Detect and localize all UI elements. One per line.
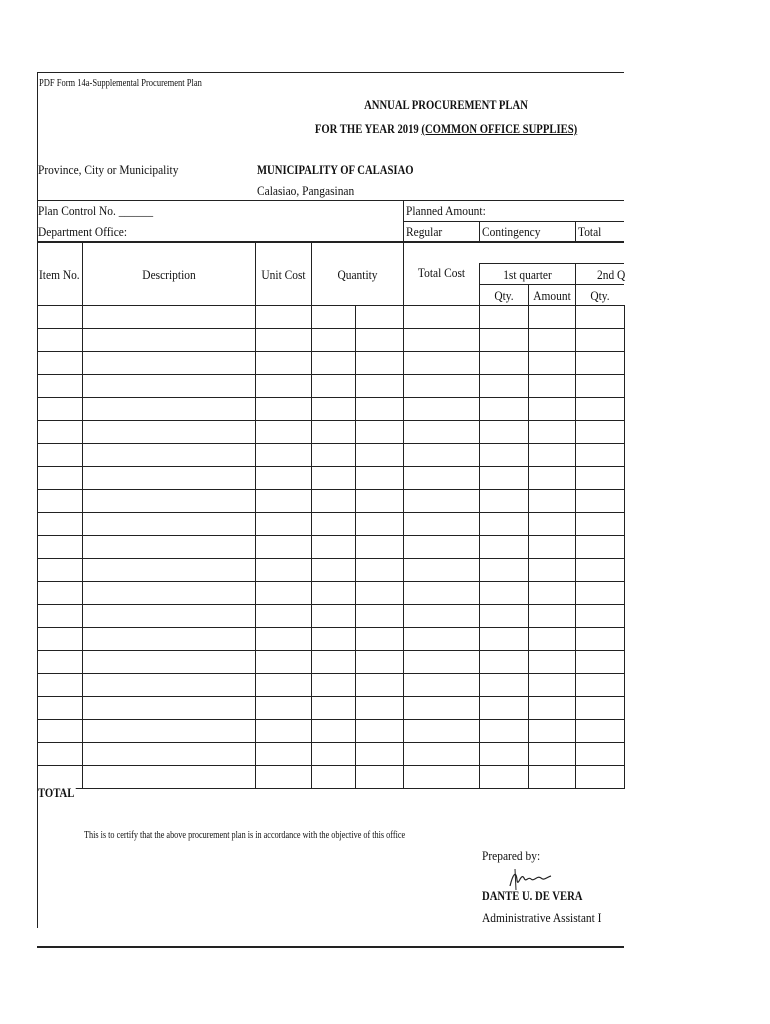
table-cell (529, 582, 576, 605)
table-cell (576, 697, 625, 720)
table-cell (256, 375, 312, 398)
header-divider-amount (528, 284, 529, 305)
table-cell (480, 421, 529, 444)
table-cell (356, 398, 404, 421)
table-row (38, 605, 625, 628)
table-cell (83, 375, 256, 398)
table-cell (83, 513, 256, 536)
table-row (38, 444, 625, 467)
table-cell (480, 743, 529, 766)
header-item-no: Item No. (39, 267, 80, 282)
header-total-cost: Total Cost (417, 265, 466, 280)
table-cell (83, 766, 256, 789)
table-cell (576, 766, 625, 789)
table-cell (480, 329, 529, 352)
table-row (38, 398, 625, 421)
table-cell (312, 352, 356, 375)
table-cell (312, 421, 356, 444)
table-cell (356, 651, 404, 674)
table-cell (529, 306, 576, 329)
table-cell (404, 306, 480, 329)
table-cell (480, 513, 529, 536)
table-cell (83, 559, 256, 582)
table-cell (38, 559, 83, 582)
table-cell (529, 628, 576, 651)
table-cell (404, 605, 480, 628)
table-cell (529, 674, 576, 697)
table-cell (256, 444, 312, 467)
table-cell (83, 352, 256, 375)
table-cell (312, 306, 356, 329)
table-row (38, 467, 625, 490)
table-cell (404, 375, 480, 398)
header-unit-cost: Unit Cost (261, 267, 306, 282)
header-quantity: Quantity (337, 267, 378, 282)
table-cell (356, 720, 404, 743)
table-cell (312, 674, 356, 697)
table-cell (356, 421, 404, 444)
table-cell (480, 352, 529, 375)
table-row (38, 674, 625, 697)
table-cell (576, 674, 625, 697)
header-q1-qty: Qty. (494, 288, 514, 303)
table-cell (356, 352, 404, 375)
table-cell (404, 490, 480, 513)
table-row (38, 375, 625, 398)
table-cell (256, 467, 312, 490)
table-cell (576, 467, 625, 490)
table-cell (356, 513, 404, 536)
table-row (38, 329, 625, 352)
table-cell (312, 559, 356, 582)
table-cell (529, 375, 576, 398)
info-divider (37, 200, 624, 201)
table-cell (83, 421, 256, 444)
table-cell (576, 398, 625, 421)
table-row (38, 352, 625, 375)
title-year: FOR THE YEAR 2019 (314, 121, 419, 136)
table-cell (356, 743, 404, 766)
table-cell (312, 605, 356, 628)
table-row (38, 490, 625, 513)
table-cell (576, 582, 625, 605)
table-cell (576, 720, 625, 743)
table-cell (38, 582, 83, 605)
table-cell (480, 582, 529, 605)
table-cell (356, 766, 404, 789)
table-cell (83, 490, 256, 513)
prepared-by-label: Prepared by: (482, 848, 541, 863)
table-cell (529, 651, 576, 674)
table-cell (256, 651, 312, 674)
table-row (38, 306, 625, 329)
total-label: TOTAL (38, 785, 75, 800)
header-divider-qty (403, 242, 404, 305)
table-cell (576, 306, 625, 329)
table-cell (404, 651, 480, 674)
table-cell (256, 766, 312, 789)
table-cell (480, 398, 529, 421)
table-cell (38, 674, 83, 697)
table-cell (529, 697, 576, 720)
procurement-table (37, 305, 625, 789)
table-cell (312, 444, 356, 467)
table-cell (83, 444, 256, 467)
table-cell (312, 743, 356, 766)
form-top-border (37, 72, 624, 73)
table-cell (256, 720, 312, 743)
table-cell (480, 306, 529, 329)
form-bottom-border (37, 946, 624, 948)
title-line1: ANNUAL PROCUREMENT PLAN (364, 97, 528, 112)
form-label: PDF Form 14a-Supplemental Procurement Plan (39, 78, 202, 89)
table-cell (256, 306, 312, 329)
table-cell (312, 375, 356, 398)
table-cell (38, 513, 83, 536)
table-cell (480, 559, 529, 582)
table-cell (256, 743, 312, 766)
table-cell (404, 536, 480, 559)
table-cell (83, 398, 256, 421)
table-cell (356, 490, 404, 513)
quarter-top-border (479, 263, 624, 264)
table-cell (529, 421, 576, 444)
table-cell (83, 628, 256, 651)
table-cell (312, 329, 356, 352)
certify-text: This is to certify that the above procurement plan is in accordance with the objective of this office (84, 830, 406, 841)
header-divider-item (82, 242, 83, 305)
table-cell (83, 720, 256, 743)
table-cell (312, 651, 356, 674)
quarter-subheader-border (479, 284, 624, 285)
province-label: Province, City or Municipality (38, 162, 179, 177)
header-q1-amount: Amount (533, 288, 571, 303)
planned-contingency: Contingency (482, 224, 541, 239)
table-cell (576, 559, 625, 582)
table-cell (480, 605, 529, 628)
table-cell (529, 766, 576, 789)
table-cell (404, 766, 480, 789)
table-row (38, 743, 625, 766)
table-cell (529, 743, 576, 766)
planned-amount-label: Planned Amount: (406, 203, 486, 218)
table-cell (356, 329, 404, 352)
table-row (38, 513, 625, 536)
header-2nd-quarter: 2nd Q (597, 267, 626, 282)
planned-regular: Regular (406, 224, 443, 239)
table-cell (356, 536, 404, 559)
table-cell (576, 536, 625, 559)
table-cell (38, 306, 83, 329)
table-cell (576, 329, 625, 352)
table-row (38, 651, 625, 674)
table-cell (356, 306, 404, 329)
table-cell (404, 398, 480, 421)
table-cell (576, 490, 625, 513)
procurement-table-body (38, 306, 625, 789)
table-row (38, 720, 625, 743)
table-cell (38, 536, 83, 559)
table-cell (480, 375, 529, 398)
table-cell (38, 697, 83, 720)
table-cell (404, 513, 480, 536)
table-cell (356, 697, 404, 720)
planned-amount-divider (403, 221, 624, 222)
header-description: Description (142, 267, 196, 282)
table-cell (38, 329, 83, 352)
table-cell (404, 329, 480, 352)
table-cell (480, 674, 529, 697)
table-cell (38, 743, 83, 766)
department-office-label: Department Office: (38, 224, 128, 239)
table-cell (256, 490, 312, 513)
table-cell (356, 559, 404, 582)
header-top-border (37, 241, 624, 243)
table-cell (576, 444, 625, 467)
table-cell (312, 582, 356, 605)
header-q2-qty: Qty. (590, 288, 610, 303)
table-cell (480, 536, 529, 559)
table-cell (356, 605, 404, 628)
table-cell (312, 536, 356, 559)
table-cell (38, 352, 83, 375)
table-cell (312, 398, 356, 421)
table-cell (529, 398, 576, 421)
table-cell (312, 766, 356, 789)
municipality-location: Calasiao, Pangasinan (257, 183, 355, 198)
table-row (38, 536, 625, 559)
table-cell (576, 375, 625, 398)
table-cell (480, 766, 529, 789)
municipality-name: MUNICIPALITY OF CALASIAO (257, 162, 414, 177)
table-cell (256, 605, 312, 628)
table-cell (83, 697, 256, 720)
table-cell (356, 582, 404, 605)
table-cell (529, 467, 576, 490)
table-cell (256, 329, 312, 352)
table-cell (256, 628, 312, 651)
table-cell (404, 467, 480, 490)
table-cell (38, 421, 83, 444)
table-cell (576, 743, 625, 766)
table-cell (576, 352, 625, 375)
table-cell (480, 628, 529, 651)
table-cell (529, 352, 576, 375)
plan-control-label: Plan Control No. ______ (38, 203, 154, 218)
table-cell (404, 720, 480, 743)
table-cell (576, 628, 625, 651)
signatory-name: DANTE U. DE VERA (482, 888, 583, 903)
table-cell (529, 444, 576, 467)
table-cell (312, 628, 356, 651)
table-row (38, 559, 625, 582)
header-1st-quarter: 1st quarter (503, 267, 552, 282)
table-row (38, 421, 625, 444)
table-cell (83, 743, 256, 766)
table-cell (83, 467, 256, 490)
table-cell (529, 536, 576, 559)
table-cell (576, 421, 625, 444)
table-cell (83, 674, 256, 697)
table-cell (356, 375, 404, 398)
table-cell (404, 352, 480, 375)
table-cell (83, 536, 256, 559)
table-cell (312, 467, 356, 490)
planned-divider-2 (575, 221, 576, 241)
table-cell (256, 421, 312, 444)
table-cell (38, 375, 83, 398)
table-cell (529, 329, 576, 352)
header-divider-desc (255, 242, 256, 305)
table-cell (404, 444, 480, 467)
table-cell (312, 490, 356, 513)
table-cell (529, 720, 576, 743)
table-cell (404, 559, 480, 582)
title-line2 (310, 121, 582, 137)
table-cell (256, 536, 312, 559)
table-row (38, 628, 625, 651)
table-cell (404, 697, 480, 720)
table-cell (38, 605, 83, 628)
table-cell (256, 697, 312, 720)
table-cell (480, 444, 529, 467)
table-cell (38, 651, 83, 674)
total-row (38, 766, 625, 789)
signatory-title: Administrative Assistant I (482, 910, 602, 925)
table-cell (529, 490, 576, 513)
table-cell (312, 720, 356, 743)
table-cell (83, 329, 256, 352)
table-cell (256, 582, 312, 605)
table-cell (83, 605, 256, 628)
table-cell (38, 628, 83, 651)
table-cell (256, 398, 312, 421)
table-cell (83, 306, 256, 329)
table-cell (356, 628, 404, 651)
table-cell (256, 352, 312, 375)
table-cell (312, 513, 356, 536)
table-cell (480, 720, 529, 743)
table-cell (529, 559, 576, 582)
table-cell (404, 628, 480, 651)
table-cell (576, 605, 625, 628)
table-cell (404, 743, 480, 766)
table-cell (529, 513, 576, 536)
table-cell (404, 582, 480, 605)
table-cell (38, 467, 83, 490)
table-cell (83, 651, 256, 674)
planned-total: Total (578, 224, 602, 239)
table-cell (256, 559, 312, 582)
table-cell (256, 674, 312, 697)
table-cell (83, 582, 256, 605)
table-cell (312, 697, 356, 720)
table-cell (356, 444, 404, 467)
table-cell (404, 674, 480, 697)
table-cell (38, 490, 83, 513)
table-cell (38, 444, 83, 467)
table-cell (576, 513, 625, 536)
title-category: (COMMON OFFICE SUPPLIES) (421, 121, 578, 136)
table-cell (576, 651, 625, 674)
table-cell (38, 398, 83, 421)
table-cell (480, 467, 529, 490)
table-cell (356, 467, 404, 490)
table-cell (256, 513, 312, 536)
table-cell (529, 605, 576, 628)
table-cell (480, 651, 529, 674)
table-cell (480, 490, 529, 513)
table-row (38, 582, 625, 605)
table-cell (480, 697, 529, 720)
header-divider-unit (311, 242, 312, 305)
table-cell (356, 674, 404, 697)
planned-divider-1 (479, 221, 480, 241)
table-cell (404, 421, 480, 444)
table-cell (38, 720, 83, 743)
table-row (38, 697, 625, 720)
